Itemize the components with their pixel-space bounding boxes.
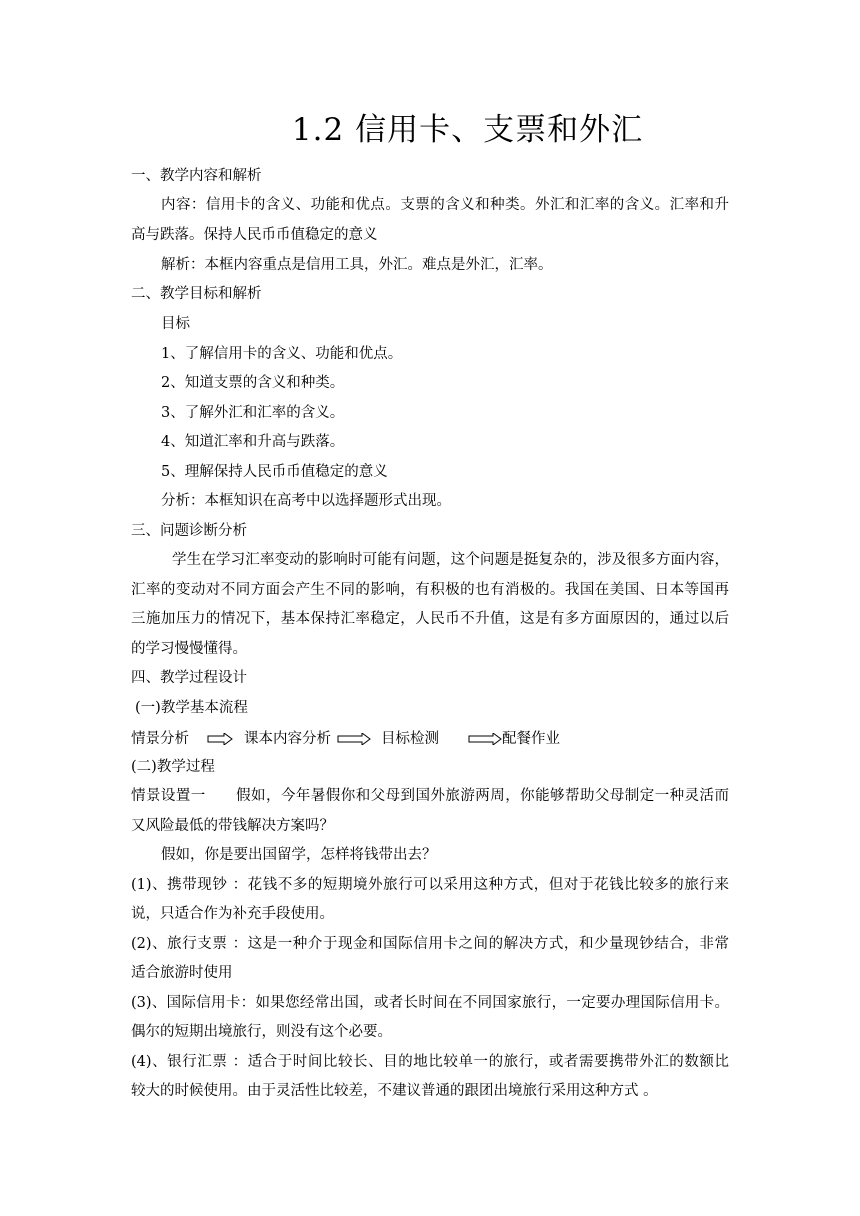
flow-step: 情景分析 [131,731,189,747]
goal-item: 3、了解外汇和汇率的含义。 [161,405,345,421]
paragraph-line: 的学习慢慢懂得。 [131,641,247,657]
list-item: 说，只适合作为补充手段使用。 [131,906,334,922]
list-item: 适合旅游时使用 [131,965,233,981]
goal-item: 4、知道汇率和升高与跌落。 [161,434,345,450]
scene-text: 又风险最低的带钱解决方案吗？ [131,818,334,834]
list-item: (1)、携带现钞 ：花钱不多的短期境外旅行可以采用这种方式，但对于花钱比较多的旅行来 [131,877,729,893]
scene-text: 假如，你是要出国留学，怎样将钱带出去？ [161,847,437,863]
flow-diagram [131,727,731,749]
arrow-right-icon [207,733,233,745]
flow-step: 配餐作业 [502,731,560,747]
content-text: 内容：信用卡的含义、功能和优点。支票的含义和种类。外汇和汇率的含义。汇率和升 [161,197,729,213]
analysis-text: 分析：本框知识在高考中以选择题形式出现。 [161,493,451,509]
list-item: 较大的时候使用。由于灵活性比较差，不建议普通的跟团出境旅行采用这种方式 。 [131,1083,658,1099]
goal-item: 1、了解信用卡的含义、功能和优点。 [161,346,403,362]
goal-item: 2、知道支票的含义和种类。 [161,375,345,391]
goal-label: 目标 [161,316,190,332]
arrow-right-icon [468,733,502,745]
document-title: 1.2 信用卡、支票和外汇 [291,112,644,148]
section-heading-3: 三、问题诊断分析 [131,523,247,539]
subheading: (一)教学基本流程 [135,700,248,716]
section-heading-4: 四、教学过程设计 [131,670,247,686]
section-heading-2: 二、教学目标和解析 [131,286,262,302]
paragraph-line: 学生在学习汇率变动的影响时可能有问题，这个问题是挺复杂的，涉及很多方面内容， [172,552,729,568]
paragraph-line: 三施加压力的情况下，基本保持汇率稳定，人民币不升值，这是有多方面原因的，通过以后 [131,611,729,627]
list-item: (2)、旅行支票 ：这是一种介于现金和国际信用卡之间的解决方式，和少量现钞结合，非常 [131,936,729,952]
subheading: (二)教学过程 [131,759,215,775]
arrow-right-icon [337,733,371,745]
content-text: 高与跌落。保持人民币币值稳定的意义 [131,227,378,243]
list-item: 偶尔的短期出境旅行，则没有这个必要。 [131,1024,392,1040]
flow-step: 课本内容分析 [244,731,331,747]
scene-text: 情景设置一 假如，今年暑假你和父母到国外旅游两周，你能够帮助父母制定一种灵活而 [131,788,729,804]
paragraph-line: 汇率的变动对不同方面会产生不同的影响，有积极的也有消极的。我国在美国、日本等国再 [131,582,729,598]
list-item: (4)、银行汇票 ：适合于时间比较长、目的地比较单一的旅行，或者需要携带外汇的数额比 [131,1054,729,1070]
analysis-text: 解析：本框内容重点是信用工具，外汇。难点是外汇，汇率。 [161,257,553,273]
flow-step: 目标检测 [381,731,439,747]
list-item: (3)、国际信用卡：如果您经常出国，或者长时间在不同国家旅行，一定要办理国际信用卡。 [131,995,729,1011]
section-heading-1: 一、教学内容和解析 [131,168,262,184]
goal-item: 5、理解保持人民币币值稳定的意义 [161,464,388,480]
